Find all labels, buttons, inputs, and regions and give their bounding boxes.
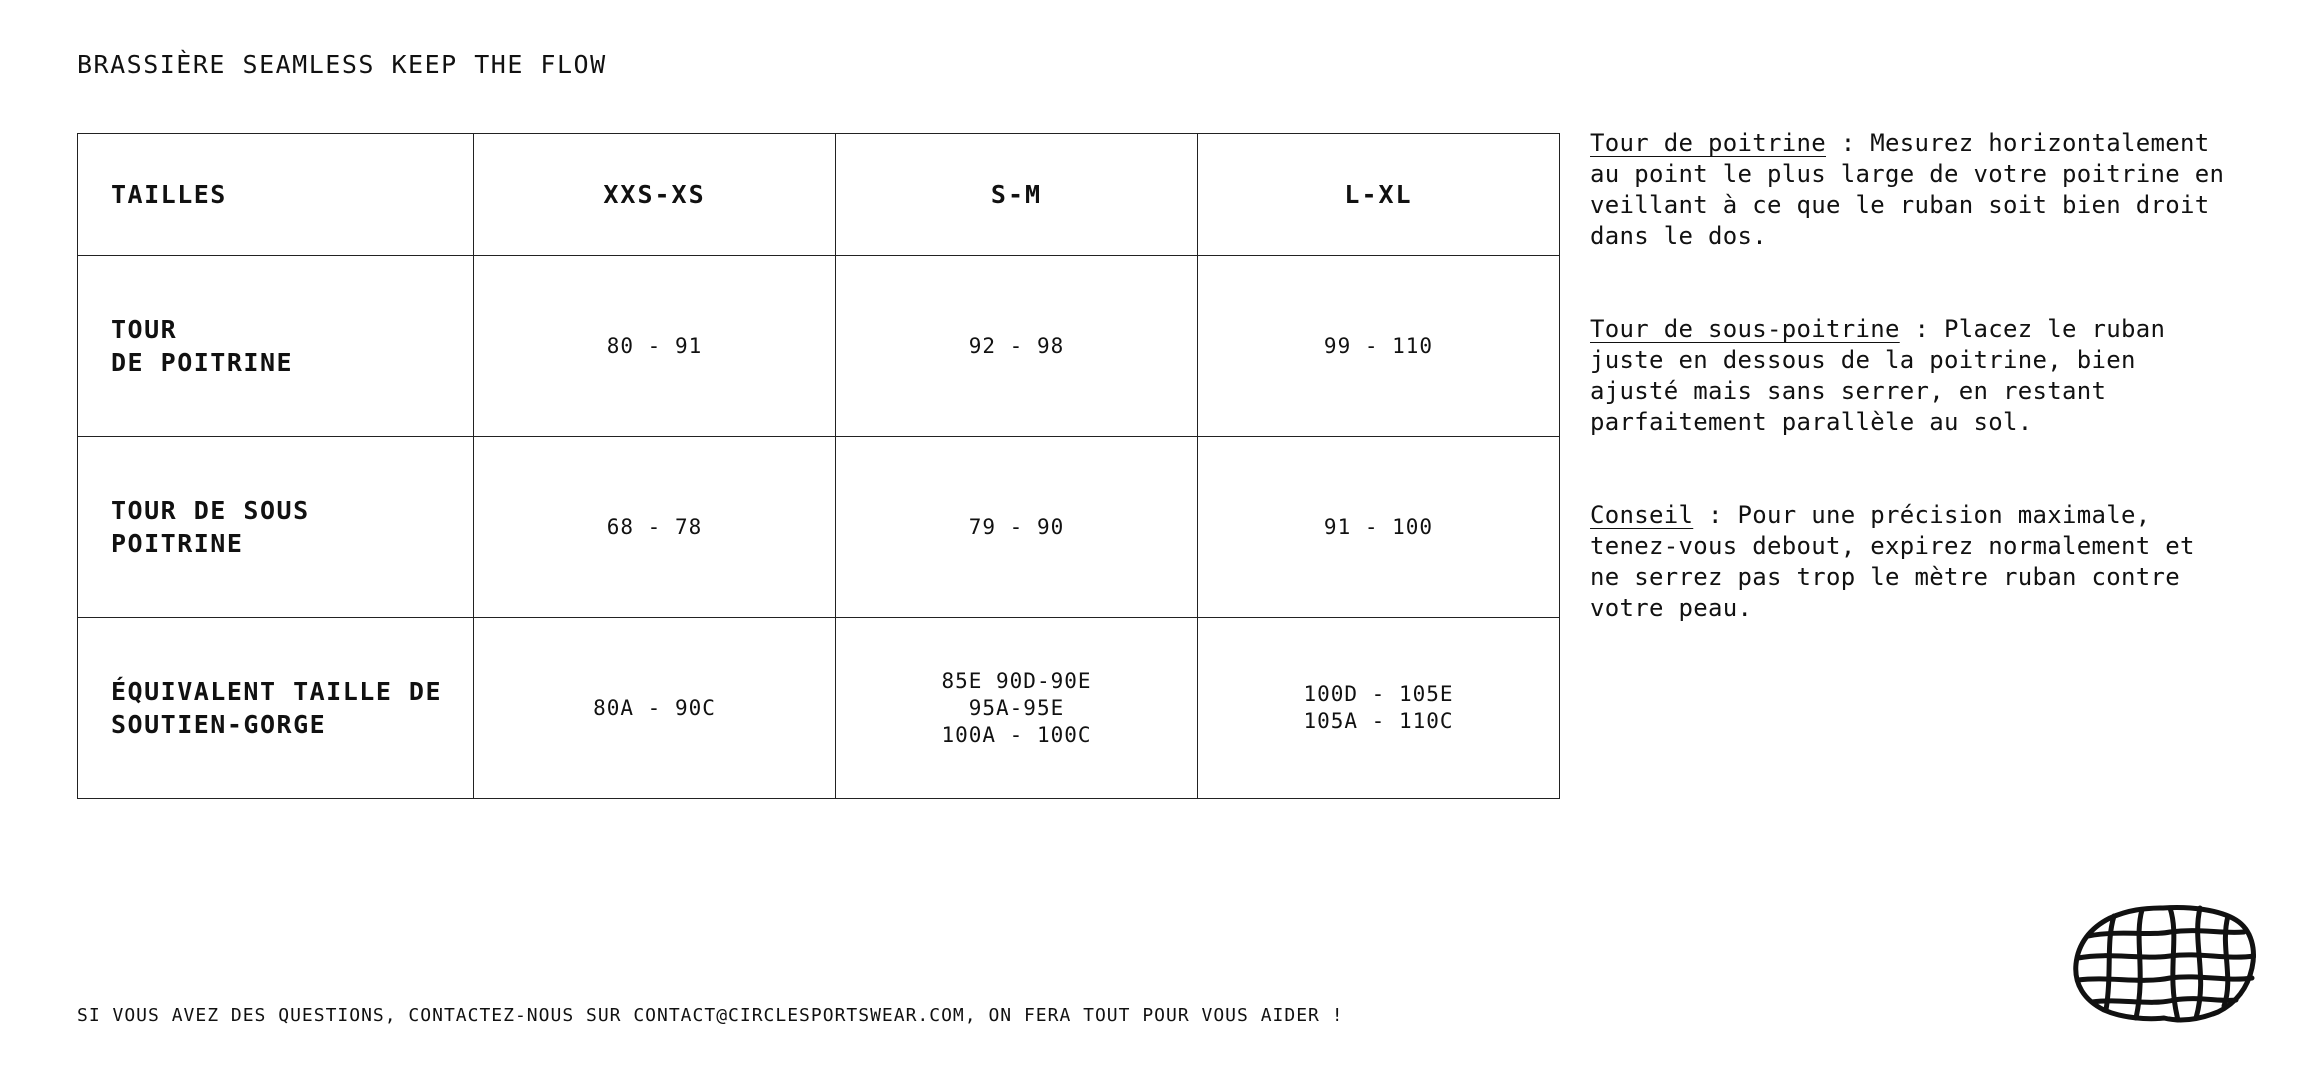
warped-globe-icon (2070, 902, 2256, 1024)
table-cell: 79 - 90 (836, 437, 1198, 618)
header-label-tailles: TAILLES (78, 134, 474, 256)
row-label: TOUR DE SOUS POITRINE (78, 437, 474, 618)
size-header-l-xl: L-XL (1198, 134, 1560, 256)
table-cell: 85E 90D-90E 95A-95E 100A - 100C (836, 618, 1198, 799)
note-text: : Pour une précision maximale, tenez-vous debout, expirez normalement et ne serrez pas trop le mètre ruban contre votre peau. (1590, 501, 2195, 622)
table-cell: 80 - 91 (474, 256, 836, 437)
measurement-notes (1590, 128, 2230, 686)
note-tour-de-sous-poitrine (1590, 314, 2230, 438)
row-label: TOUR DE POITRINE (78, 256, 474, 437)
table-header-row (78, 134, 1560, 256)
note-term: Conseil (1590, 501, 1694, 529)
size-chart-table (77, 133, 1560, 799)
table-row-equivalent-taille (78, 618, 1560, 799)
page-title: BRASSIÈRE SEAMLESS KEEP THE FLOW (77, 50, 607, 79)
row-label: ÉQUIVALENT TAILLE DE SOUTIEN-GORGE (78, 618, 474, 799)
note-tour-de-poitrine (1590, 128, 2230, 252)
note-text: : Placez le ruban juste en dessous de la poitrine, bien ajusté mais sans serrer, en restant parfaitement parallèle au sol. (1590, 315, 2166, 436)
table-cell: 91 - 100 (1198, 437, 1560, 618)
table-cell: 80A - 90C (474, 618, 836, 799)
note-term: Tour de poitrine (1590, 129, 1826, 157)
table-row-tour-de-poitrine (78, 256, 1560, 437)
size-header-xxs-xs: XXS-XS (474, 134, 836, 256)
table-row-tour-de-sous-poitrine (78, 437, 1560, 618)
table-cell: 68 - 78 (474, 437, 836, 618)
contact-footer: SI VOUS AVEZ DES QUESTIONS, CONTACTEZ-NOUS SUR CONTACT@CIRCLESPORTSWEAR.COM, ON FERA TOUT POUR VOUS AIDER ! (77, 1005, 1344, 1026)
table-cell: 100D - 105E 105A - 110C (1198, 618, 1560, 799)
size-header-s-m: S-M (836, 134, 1198, 256)
note-conseil (1590, 500, 2230, 624)
table-cell: 99 - 110 (1198, 256, 1560, 437)
note-term: Tour de sous-poitrine (1590, 315, 1900, 343)
note-text: : Mesurez horizontalement au point le plus large de votre poitrine en veillant à ce que le ruban soit bien droit dans le dos. (1590, 129, 2225, 250)
table-cell: 92 - 98 (836, 256, 1198, 437)
